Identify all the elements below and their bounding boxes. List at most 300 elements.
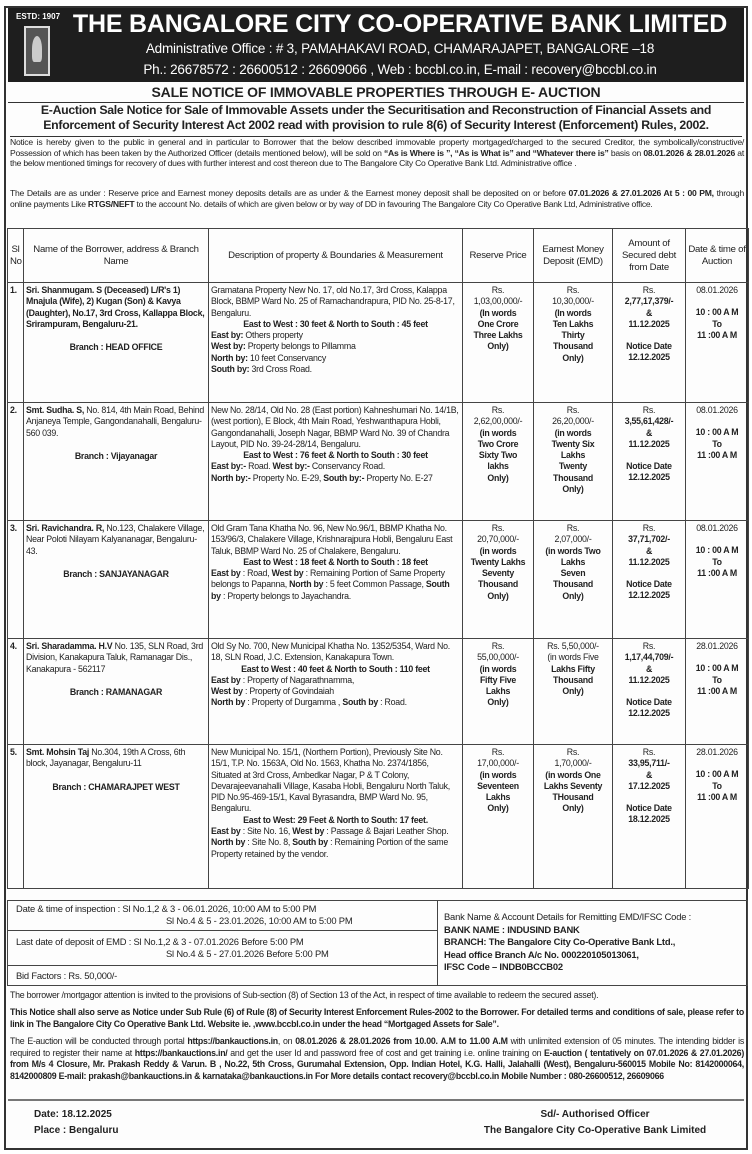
table-row (8, 521, 749, 639)
boundary-value: Others property (243, 330, 303, 341)
boundary-label: South by (292, 837, 328, 848)
secured-debt-line (615, 686, 683, 697)
serial-number: 3. (8, 521, 24, 639)
reserve-price-line: Lakhs (485, 686, 511, 697)
reserve-price-line: Two Crore (477, 438, 519, 449)
boundary-value: : Property of Govindaiah (242, 686, 334, 697)
reserve-price-line: Only) (487, 341, 509, 352)
boundary-line (211, 697, 460, 708)
emd-amount-line: Seven (560, 568, 586, 579)
notice-place: Place : Bengaluru (34, 1125, 119, 1136)
property-description: New Municipal No. 15/1, (Northern Portion), Previously Site No. 15/1, T.P. No. 1563A, Old No. 1563, Khatha No. 2374/1856, Situated at 3rd Cross, Ambedkar Nagar, P & T Colony, Devarajeevanahalli Village, Kasaba Hobli, Bengaluru North Taluk, PID No.95-469-15/1, Kaval Byrasandra, BMP Ward No. 95, Bengaluru. (211, 747, 450, 814)
text-segment: https://bankauctions.in (187, 1036, 278, 1046)
auction-datetime-line: To (712, 318, 722, 329)
auction-datetime-line: 10 : 00 A M (695, 427, 739, 438)
reserve-price-cell (463, 745, 534, 889)
reserve-price-cell (463, 403, 534, 521)
auction-datetime-line: To (712, 556, 722, 567)
emd-amount-line: Only) (562, 352, 584, 363)
auction-datetime-line: 28.01.2026 (696, 747, 738, 757)
auction-table (7, 228, 749, 889)
ifsc-code: IFSC Code – INDB0BCCB02 (444, 961, 563, 972)
boundary-value: : 5 feet Common Passage, (323, 579, 426, 590)
auction-datetime-line: 11 :00 A M (697, 329, 737, 340)
secured-debt-line: 17.12.2025 (628, 780, 670, 791)
secured-debt-line (615, 330, 683, 341)
boundary-value: : Property of Durgamma , (245, 697, 343, 708)
auction-datetime-line: 10 : 00 A M (695, 307, 739, 318)
serial-number: 1. (8, 283, 24, 403)
text-segment: The E-auction will be conducted through portal (10, 1036, 188, 1046)
secured-debt-line: Rs. (642, 285, 656, 295)
column-header: Sl No (8, 229, 24, 283)
text-segment: through online payments Like (10, 188, 744, 209)
reserve-price-line: Three Lakhs (473, 330, 523, 341)
emd-amount-line: 10,30,000/- (552, 296, 594, 307)
text-segment: with unlimited extension of 05 minutes. The intending bidder is required to register their name at (10, 1036, 744, 1058)
secured-debt-line: 12.12.2025 (628, 590, 670, 601)
emd-amount-line: Lakhs (560, 556, 586, 567)
auction-datetime-line: To (712, 674, 722, 685)
property-description-cell (209, 639, 463, 745)
emd-amount-line: (in words One (545, 769, 601, 780)
text-segment: E-auction ( tentatively on 07.01.2026 & 27.01.2026) from M/s 4 Closure, Mr. Prakash Reddy & Varun. B , No.22, 5th Cross, Gurumahal Extension, Opp. Indian Hotel, K.G. Halli, Jalahalli (West), Bengaluru-560015 Mobile No: 8142000064, 8142000809 E-mail: prakash@bankauctions.in & karnataka@bankauctions.in For More details contact recovery@bccbl.co.in Mobile Number : 080-26600512, 26609066 (10, 1047, 745, 1081)
boundary-line (211, 341, 460, 352)
column-header: Earnest Money Deposit (EMD) (534, 229, 613, 283)
bid-factors: Bid Factors : Rs. 50,000/- (8, 966, 438, 986)
boundary-label: North by (211, 837, 246, 848)
secured-debt-line: & (645, 545, 653, 556)
boundary-value: Road. (245, 461, 273, 472)
branch-name: Branch : RAMANAGAR (69, 686, 163, 697)
bank-name: THE BANGALORE CITY CO-OPERATIVE BANK LIMITED (72, 10, 728, 38)
emd-amount-cell (534, 403, 613, 521)
emd-amount-line: 2,07,000/- (554, 534, 592, 545)
bank-logo-icon (24, 26, 50, 76)
reserve-price-line: 20,70,000/- (477, 534, 519, 545)
auction-datetime-cell (686, 283, 749, 403)
secured-debt-line: 1,17,44,709/- (624, 652, 674, 663)
signatory-org: The Bangalore City Co-Operative Bank Limited (483, 1125, 707, 1136)
emd-amount-line: Rs. (566, 405, 580, 415)
emd-amount-cell (534, 283, 613, 403)
property-measurement: East to West : 18 feet & North to South : 18 feet (243, 556, 428, 567)
boundary-label: East by (211, 568, 241, 579)
boundary-label: East by (211, 826, 241, 837)
auction-datetime-line: 08.01.2026 (696, 285, 738, 295)
text-segment: The Details are as under : Reserve price and Earnest money deposits details are as under & the Earnest money deposit shall be deposited on or before (10, 188, 569, 198)
emd-amount-line: Thousand (552, 472, 594, 483)
text-segment: Notice is hereby given to the public in general and in particular to Borrower that the below described immovable property mortgaged/charged to the secured Creditor, the symbolically/constructive/ Possession of which has been taken by the Authorized Officer (details mentioned below), will be sold on (10, 137, 744, 158)
reserve-price-line: Rs. (491, 641, 505, 651)
secured-debt-line: Notice Date (626, 579, 672, 590)
auction-datetime-line: 10 : 00 A M (695, 663, 739, 674)
boundary-label: North by:- (211, 472, 251, 483)
boundary-line (211, 675, 460, 686)
secured-debt-line: 12.12.2025 (628, 708, 670, 719)
emd-amount-line: Rs. 5,50,000/- (547, 641, 599, 651)
secured-debt-cell (613, 745, 686, 889)
reserve-price-line: Rs. (491, 285, 505, 295)
eauction-portal-paragraph (10, 1036, 744, 1082)
bank-address: Administrative Office : # 3, PAMAHAKAVI ROAD, CHAMARAJAPET, BANGALORE –18 (145, 41, 655, 56)
emd-amount-line: (in words Five (547, 652, 599, 663)
property-measurement: East to West: 29 Feet & North to South: 17 feet. (243, 814, 428, 825)
boundary-label: South by (342, 697, 378, 708)
auction-datetime-line: 10 : 00 A M (695, 769, 739, 780)
text-segment: RTGS/NEFT (87, 198, 135, 209)
borrower-name: Sri. Ravichandra. R, (26, 523, 105, 533)
boundary-line (211, 473, 460, 484)
auction-datetime-cell (686, 521, 749, 639)
bank-header (8, 8, 744, 82)
boundary-label: West by (292, 826, 325, 837)
reserve-price-cell (463, 521, 534, 639)
emd-amount-line: Thousand (552, 579, 594, 590)
secured-debt-cell (613, 639, 686, 745)
borrower-name: Smt. Mohsin Taj (26, 747, 90, 757)
borrower-cell (24, 745, 209, 889)
borrower-cell (24, 639, 209, 745)
secured-debt-cell (613, 403, 686, 521)
emd-amount-line: THousand (552, 792, 594, 803)
borrower-cell (24, 403, 209, 521)
branch-name: Branch : SANJAYANAGAR (63, 568, 169, 579)
reserve-price-line: Thousand (477, 579, 519, 590)
reserve-price-line: Only) (487, 590, 509, 601)
secured-debt-line (615, 568, 683, 579)
inspection-line: Date & time of inspection : Sl No.1,2 & 3 - 06.01.2026, 10:00 AM to 5:00 PM (16, 903, 317, 914)
notice-title: SALE NOTICE OF IMMOVABLE PROPERTIES THROUGH E- AUCTION (8, 84, 744, 103)
auction-datetime-line (688, 652, 746, 663)
boundary-line (211, 330, 460, 341)
account-number: Head office Branch A/c No. 000220105013061, (444, 948, 639, 960)
reserve-price-line: Lakhs (485, 792, 511, 803)
property-description-cell (209, 403, 463, 521)
boundary-line (211, 461, 460, 472)
secured-debt-line: Rs. (642, 747, 656, 757)
emd-amount-line: Only) (562, 803, 584, 814)
secured-debt-line: Rs. (642, 523, 656, 533)
table-row (8, 639, 749, 745)
property-description: New No. 28/14, Old No. 28 (East portion) Kahneshumari No. 14/1B, (west portion), E Block, 4th Main Road, Yeshwanthapura Hobli, Gangondanahalli, Joseph Nagar, BBMP Ward No. 39 of Chandra Layout, PID No. 39-24-28/14, Bengaluru. (211, 405, 459, 449)
secured-debt-line: 11.12.2025 (628, 674, 670, 685)
boundary-value: Property No. E-29, (250, 472, 324, 483)
reserve-price-line: lakhs (487, 461, 509, 472)
reserve-price-line: Seventy (482, 568, 514, 579)
emd-date-line: Last date of deposit of EMD : Sl No.1,2 & 3 - 07.01.2026 Before 5:00 PM (16, 936, 304, 947)
divider (8, 1099, 744, 1101)
property-description: Old Gram Tana Khatha No. 96, New No.96/1, BBMP Khatha No. 153/96/3, Chalakere Village, Krishnarajpura Hobli, Bengaluru East Taluk, BBMP Ward No. 25 of Chalakere, Bengaluru. (211, 523, 453, 556)
boundary-label: West by (271, 568, 304, 579)
secured-debt-line: 37,71,702/- (628, 534, 670, 545)
boundary-value: : Site No. 8, (245, 837, 293, 848)
boundary-value: : Passage & Bajari Leather Shop. (324, 826, 449, 837)
borrower-name: Sri. Sharadamma. H.V (26, 641, 113, 651)
property-description: Gramatana Property New No. 17, old No.17, 3rd Cross, Kalappa Block, BBMP Ward No. 25 of Ramachandrapura, PID No. 25-8-17, Bengaluru. (211, 285, 455, 318)
secured-debt-cell (613, 521, 686, 639)
boundary-value: : Remaining Portion of the same Property retained by the vendor. (211, 837, 449, 859)
boundary-value: : Property belongs to Jayachandra. (220, 590, 351, 601)
emd-amount-line: (in words (554, 427, 592, 438)
reserve-price-line: 55,00,000/- (477, 652, 519, 663)
auction-datetime-cell (686, 745, 749, 889)
emd-amount-line: Lakhs Seventy (543, 780, 603, 791)
reserve-price-line: 17,00,000/- (477, 758, 519, 769)
column-header: Amount of Secured debt from Date (613, 229, 686, 283)
auction-datetime-line: 11 :00 A M (697, 567, 737, 578)
serial-number: 4. (8, 639, 24, 745)
borrower-name: Sri. Shanmugam. S (Deceased) L/R's 1) Mnajula (Wife), 2) Kugan (Son) & Kavya (Daughter), No.17, 3rd Cross, Kallappa Block, Srirampuram, Bengaluru-21. (26, 285, 205, 329)
secured-debt-line: 2,77,17,379/- (624, 296, 674, 307)
text-segment: to the account No. details of which are given below or by way of DD in favouring The Bangalore City Co Operative Bank Ltd, Administrative office. (134, 198, 653, 209)
boundary-label: South by: (211, 364, 250, 375)
bank-details-title: Bank Name & Account Details for Remitting EMD/IFSC Code : (444, 911, 692, 922)
text-segment: 07.01.2026 & 27.01.2026 At 5 : 00 PM, (568, 188, 714, 198)
notice-terms-paragraph (10, 1007, 744, 1030)
secured-debt-line: Notice Date (626, 697, 672, 708)
secured-debt-line: 11.12.2025 (628, 438, 670, 449)
secured-debt-cell (613, 283, 686, 403)
auction-datetime-cell (686, 639, 749, 745)
secured-debt-line: 11.12.2025 (628, 318, 670, 329)
boundary-line (211, 364, 460, 375)
reserve-price-line: (in words (479, 427, 517, 438)
reserve-price-line: Seventeen (477, 780, 519, 791)
secured-debt-line: Notice Date (626, 803, 672, 814)
borrower-address: No. 814, 4th Main Road, Behind Anjaneya Temple, Gangondanahalli, Bengaluru-560 039. (26, 405, 204, 438)
column-header: Name of the Borrower, address & Branch Name (24, 229, 209, 283)
borrower-address: No. 135, SLN Road, 3rd Division, Kanakapura Taluk, Ramanagar Dis., Kanakapura - 562117 (26, 641, 204, 674)
auction-details-box (7, 900, 748, 986)
text-segment: “As is Where is ”, “As is What is” and “Whatever there is” (383, 147, 609, 158)
reserve-price-line: Only) (487, 803, 509, 814)
secured-debt-line: 11.12.2025 (628, 556, 670, 567)
secured-debt-line: & (645, 307, 653, 318)
reserve-price-line: (In words (479, 307, 517, 318)
table-row (8, 745, 749, 889)
notice-paragraph (10, 137, 744, 169)
reserve-price-line: 1,03,00,000/- (473, 296, 523, 307)
inspection-line: Sl No.4 & 5 - 23.01.2026, 10:00 AM to 5:00 PM (166, 915, 353, 926)
reserve-price-line: Twenty Lakhs (470, 556, 526, 567)
secured-debt-line (615, 450, 683, 461)
secured-debt-line: Rs. (642, 641, 656, 651)
signatory (470, 1107, 720, 1139)
serial-number: 5. (8, 745, 24, 889)
emd-amount-line: Only) (562, 686, 584, 697)
emd-amount-line: 26,20,000/- (552, 416, 594, 427)
auction-datetime-cell (686, 403, 749, 521)
auction-datetime-line: 28.01.2026 (696, 641, 738, 651)
boundary-line (211, 568, 460, 602)
text-segment: basis on (608, 147, 644, 158)
reserve-price-line: Rs. (491, 747, 505, 757)
reserve-price-line: Only) (487, 472, 509, 483)
table-row (8, 403, 749, 521)
reserve-price-cell (463, 639, 534, 745)
boundary-label: South by (211, 579, 450, 601)
boundary-label: South by:- (323, 472, 365, 483)
emd-amount-line: Rs. (566, 523, 580, 533)
emd-amount-line: Rs. (566, 285, 580, 295)
boundary-line (211, 353, 460, 364)
auction-datetime-line: 08.01.2026 (696, 405, 738, 415)
reserve-price-line: Only) (487, 697, 509, 708)
borrower-address: No.304, 19th A Cross, 6th block, Jayanagar, Bengaluru-11 (26, 747, 186, 769)
text-segment: and get the user Id and password free of cost and get training i.e. online training on (227, 1047, 545, 1058)
secured-debt-line: 33,95,711/- (628, 758, 670, 769)
text-segment: https://bankauctions.in/ (134, 1047, 228, 1058)
property-description-cell (209, 521, 463, 639)
bank-branch-line: BRANCH: The Bangalore City Co-Operative Bank Ltd., (444, 936, 676, 947)
redemption-paragraph (10, 990, 744, 1002)
text-segment: at the below mentioned timings for recovery of dues with further interest and cost thereon due to The Bangalore City Co Operative Bank Ltd. Administrative office . (10, 147, 744, 168)
secured-debt-line: 12.12.2025 (628, 352, 670, 363)
boundary-line (211, 686, 460, 697)
emd-amount-line: Lakhs (560, 450, 586, 461)
auction-datetime-line (688, 534, 746, 545)
boundary-label: East by (211, 674, 241, 685)
secured-debt-line: 3,55,61,428/- (624, 416, 674, 427)
secured-debt-line: & (645, 769, 653, 780)
emd-amount-line: (in words Two (545, 545, 601, 556)
boundary-value: 3rd Cross Road. (249, 364, 312, 375)
boundary-value: : Remaining Portion of Same Property belongs to Papanna, (211, 568, 445, 590)
boundary-value: Conservancy Road. (309, 461, 385, 472)
emd-amount-line: (In words (554, 307, 592, 318)
emd-amount-line: Twenty (558, 461, 588, 472)
column-header: Reserve Price (463, 229, 534, 283)
auction-datetime-line: 08.01.2026 (696, 523, 738, 533)
emd-last-dates (8, 931, 438, 966)
boundary-value: : Road. (377, 697, 407, 708)
emd-amount-cell (534, 639, 613, 745)
boundary-label: North by (211, 697, 246, 708)
branch-name: Branch : HEAD OFFICE (69, 342, 163, 353)
auction-datetime-line: 10 : 00 A M (695, 545, 739, 556)
branch-name: Branch : CHAMARAJPET WEST (52, 781, 180, 792)
boundary-label: East by:- (211, 461, 246, 472)
bank-account-details (444, 911, 691, 974)
reserve-price-line: (in words (479, 769, 517, 780)
auction-datetime-line: To (712, 780, 722, 791)
emd-amount-cell (534, 521, 613, 639)
emd-amount-cell (534, 745, 613, 889)
bank-contact: Ph.: 26678572 : 26600512 : 26609066 , Web : bccbl.co.in, E-mail : recovery@bccbl.co.in (143, 62, 657, 77)
branch-name: Branch : Vijayanagar (74, 450, 158, 461)
property-description-cell (209, 283, 463, 403)
column-header: Date & time of Auction (686, 229, 749, 283)
secured-debt-line (615, 792, 683, 803)
borrower-address: No.123, Chalakere Village, Near Poloti Nilayam Kalyananagar, Bengaluru-43. (26, 523, 205, 556)
table-header-row (8, 229, 749, 283)
secured-debt-line: & (645, 427, 653, 438)
borrower-cell (24, 521, 209, 639)
bank-name-line: BANK NAME : INDUSIND BANK (444, 923, 580, 935)
notice-date: Date: 18.12.2025 (34, 1109, 112, 1120)
boundary-value: : Property of Nagarathnamma, (240, 674, 355, 685)
reserve-price-line: Fifty Five (479, 674, 517, 685)
secured-debt-line: 12.12.2025 (628, 472, 670, 483)
property-measurement: East to West : 40 feet & North to South : 110 feet (241, 663, 430, 674)
details-paragraph (10, 188, 744, 209)
secured-debt-line: Notice Date (626, 341, 672, 352)
boundary-label: West by: (211, 341, 246, 352)
boundary-line (211, 826, 460, 860)
secured-debt-line: Rs. (642, 405, 656, 415)
auction-datetime-line: 11 :00 A M (697, 791, 737, 802)
auction-datetime-line (688, 416, 746, 427)
text-segment: 08.01.2026 & 28.01.2026 from 10.00. A.M to 11.00 A.M (295, 1036, 508, 1046)
signatory-title: Sd/- Authorised Officer (540, 1109, 650, 1120)
reserve-price-line: One Crore (477, 318, 519, 329)
emd-amount-line: Rs. (566, 747, 580, 757)
established-year: ESTD: 1907 (16, 12, 61, 21)
auction-datetime-line: 11 :00 A M (697, 449, 737, 460)
borrower-name: Smt. Sudha. S, (26, 405, 85, 415)
reserve-price-line: (in words (479, 545, 517, 556)
reserve-price-line: 2,62,00,000/- (473, 416, 523, 427)
column-header: Description of property & Boundaries & Measurement (209, 229, 463, 283)
table-row (8, 283, 749, 403)
emd-amount-line: Only) (562, 484, 584, 495)
boundary-value: 10 feet Conservancy (247, 352, 326, 363)
secured-debt-line: Notice Date (626, 461, 672, 472)
borrower-cell (24, 283, 209, 403)
boundary-label: North by (289, 579, 324, 590)
text-segment: , on (277, 1036, 296, 1046)
boundary-value: Property No. E-27 (364, 472, 433, 483)
boundary-label: North by: (211, 352, 248, 363)
property-measurement: East to West : 76 feet & North to South : 30 feet (243, 450, 428, 461)
reserve-price-line: Rs. (491, 405, 505, 415)
emd-amount-line: Twenty Six (551, 438, 595, 449)
text-segment: This Notice shall also serve as Notice under Sub Rule (6) of Rule (8) of Security Interest Enforcement Rules-2002 to the Borrower. For detailed terms and conditions of sale, please refer to link in The Bangalore City Co Operative Bank Ltd. Website ie. ,www.bccbl.co.in under the head “Mortgaged Assets for Sale”. (10, 1007, 744, 1029)
emd-amount-line: Lakhs Fifty (551, 663, 595, 674)
reserve-price-line: Rs. (491, 523, 505, 533)
emd-amount-line: Thousand (552, 674, 594, 685)
auction-datetime-line (688, 758, 746, 769)
emd-amount-line: 1,70,000/- (554, 758, 592, 769)
secured-debt-line: 18.12.2025 (628, 814, 670, 825)
boundary-value: : Site No. 16, (240, 826, 293, 837)
emd-amount-line: Thousand (552, 341, 594, 352)
reserve-price-line: (in words (479, 663, 517, 674)
boundary-label: West by (211, 686, 243, 697)
boundary-label: East by: (211, 330, 244, 341)
property-description: Old Sy No. 700, New Municipal Khatha No. 1352/5354, Ward No. 18, SLN Road, J.C. Extension, Kanakapura Town. (211, 641, 450, 663)
emd-amount-line: Ten Lakhs (552, 318, 594, 329)
property-measurement: East to West : 30 feet & North to South : 45 feet (243, 318, 428, 329)
property-description-cell (209, 745, 463, 889)
boundary-label: West by:- (272, 461, 310, 472)
emd-amount-line: Thirty (561, 330, 585, 341)
emd-date-line: Sl No.4 & 5 - 27.01.2026 Before 5:00 PM (166, 948, 329, 959)
text-segment: The borrower /mortgagor attention is invited to the provisions of Sub-section (8) of Section 13 of the Act, in respect of time available to redeem the secured asset). (10, 990, 599, 1000)
serial-number: 2. (8, 403, 24, 521)
auction-datetime-line (688, 296, 746, 307)
boundary-value: Property belongs to Pillamma (245, 341, 356, 352)
reserve-price-cell (463, 283, 534, 403)
date-place (34, 1107, 118, 1139)
secured-debt-line: & (645, 663, 653, 674)
auction-datetime-line: To (712, 438, 722, 449)
auction-datetime-line: 11 :00 A M (697, 685, 737, 696)
reserve-price-line: Sixty Two (478, 450, 518, 461)
notice-subtitle: E-Auction Sale Notice for Sale of Immovable Assets under the Securitisation and Reconstruction of Financial Assets and Enforcement of Security Interest Act 2002 read with provision to rule 8(6) of Security Interest (Enforcement) Rules, 2002. (10, 103, 742, 137)
boundary-value: : Road, (240, 568, 272, 579)
